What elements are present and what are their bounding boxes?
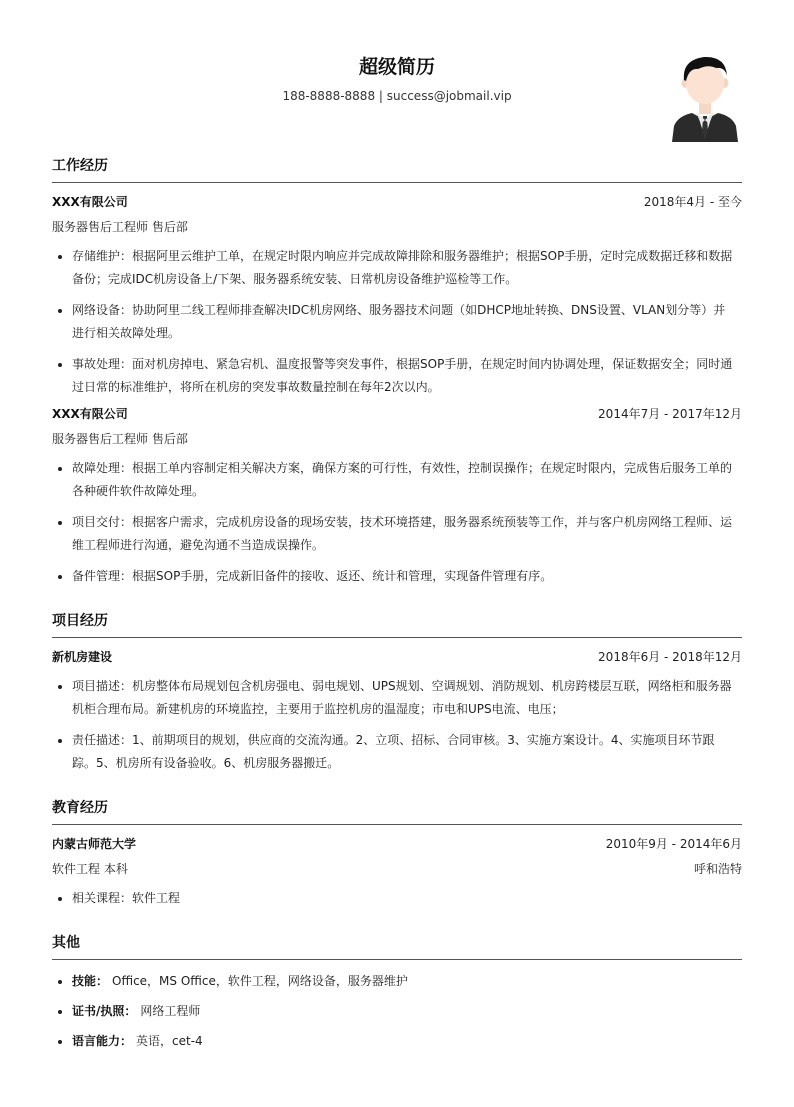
item-label: 语言能力：: [72, 1034, 133, 1048]
date-range: 2018年6月 - 2018年12月: [598, 650, 742, 664]
section-title: 项目经历: [52, 613, 108, 629]
list-item: [72, 970, 742, 993]
item-value: Office，MS Office，软件工程，网络设备，服务器维护: [112, 974, 408, 988]
company-name: XXX有限公司: [52, 407, 128, 421]
work-entry: [52, 193, 742, 399]
section-title: 教育经历: [52, 800, 108, 816]
bullet-list: [52, 887, 742, 910]
bullet-list: [52, 245, 742, 399]
list-item: • 备件管理：根据SOP手册，完成新旧备件的接收、返还、统计和管理，实现备件管理有序。: [72, 565, 742, 588]
other-section: [52, 932, 742, 1053]
section-title: 其他: [52, 935, 80, 951]
degree: 软件工程 本科: [52, 862, 128, 876]
item-label: 证书/执照：: [72, 1004, 137, 1018]
section-divider: [52, 182, 742, 183]
job-role: 服务器售后工程师 售后部: [52, 432, 188, 446]
bullet-list: [52, 457, 742, 588]
bullet-list: [52, 675, 742, 775]
job-role: 服务器售后工程师 售后部: [52, 220, 188, 234]
company-name: XXX有限公司: [52, 195, 128, 209]
work-entry: [52, 405, 742, 588]
item-value: 网络工程师: [140, 1004, 201, 1018]
list-item: • 责任描述：1、前期项目的规划，供应商的交流沟通。2、立项、招标、合同审核。3、实施方案设计。4、实施项目环节跟踪。5、机房所有设备验收。6、机房服务器搬迁。: [72, 729, 742, 775]
section-divider: [52, 637, 742, 638]
list-item: • 存储维护：根据阿里云维护工单，在规定时限内响应并完成故障排除和服务器维护；根据SOP手册，定时完成数据迁移和数据备份；完成IDC机房设备上/下架、服务器系统安装、日常机房设备维护巡检等工作。: [72, 245, 742, 291]
project-entry: [52, 648, 742, 775]
education-section: [52, 797, 742, 910]
item-label: 技能：: [72, 974, 109, 988]
school-name: 内蒙古师范大学: [52, 837, 137, 851]
contact-info: 188-8888-8888 | success@jobmail.vip: [282, 89, 512, 103]
date-range: 2010年9月 - 2014年6月: [605, 837, 742, 851]
list-item: • 故障处理：根据工单内容制定相关解决方案，确保方案的可行性，有效性，控制误操作；在规定时限内，完成售后服务工单的各种硬件软件故障处理。: [72, 457, 742, 503]
section-divider: [52, 959, 742, 960]
list-item: [72, 1000, 742, 1023]
location: 呼和浩特: [693, 862, 742, 876]
education-entry: [52, 835, 742, 910]
list-item: • 项目交付：根据客户需求，完成机房设备的现场安装，技术环境搭建，服务器系统预装等工作，并与客户机房网络工程师、运维工程师进行沟通，避免沟通不当造成误操作。: [72, 511, 742, 557]
date-range: 2014年7月 - 2017年12月: [598, 407, 742, 421]
list-item: • 事故处理：面对机房掉电、紧急宕机、温度报警等突发事件，根据SOP手册，在规定时间内协调处理，保证数据安全；同时通过日常的标准维护，将所在机房的突发事故数量控制在每年2次以内。: [72, 353, 742, 399]
date-range: 2018年4月 - 至今: [643, 195, 742, 209]
resume-content: [52, 155, 742, 1075]
project-section: [52, 610, 742, 775]
list-item: • 项目描述：机房整体布局规划包含机房强电、弱电规划、UPS规划、空调规划、消防规划、机房跨楼层互联，网络柜和服务器机柜合理布局。新建机房的环境监控，主要用于监控机房的温湿度；市电和UPS电流、电压；: [72, 675, 742, 721]
resume-name: 超级简历: [358, 56, 435, 78]
section-divider: [52, 824, 742, 825]
list-item: • 相关课程：软件工程: [72, 887, 742, 910]
project-name: 新机房建设: [52, 650, 113, 664]
item-value: 英语，cet-4: [136, 1034, 203, 1048]
list-item: • 网络设备：协助阿里二线工程师排查解决IDC机房网络、服务器技术问题（如DHCP地址转换、DNS设置、VLAN划分等）并进行相关故障处理。: [72, 299, 742, 345]
section-title: 工作经历: [52, 158, 108, 174]
list-item: [72, 1030, 742, 1053]
work-section: [52, 155, 742, 588]
bullet-list: [52, 970, 742, 1053]
avatar: [670, 54, 740, 142]
